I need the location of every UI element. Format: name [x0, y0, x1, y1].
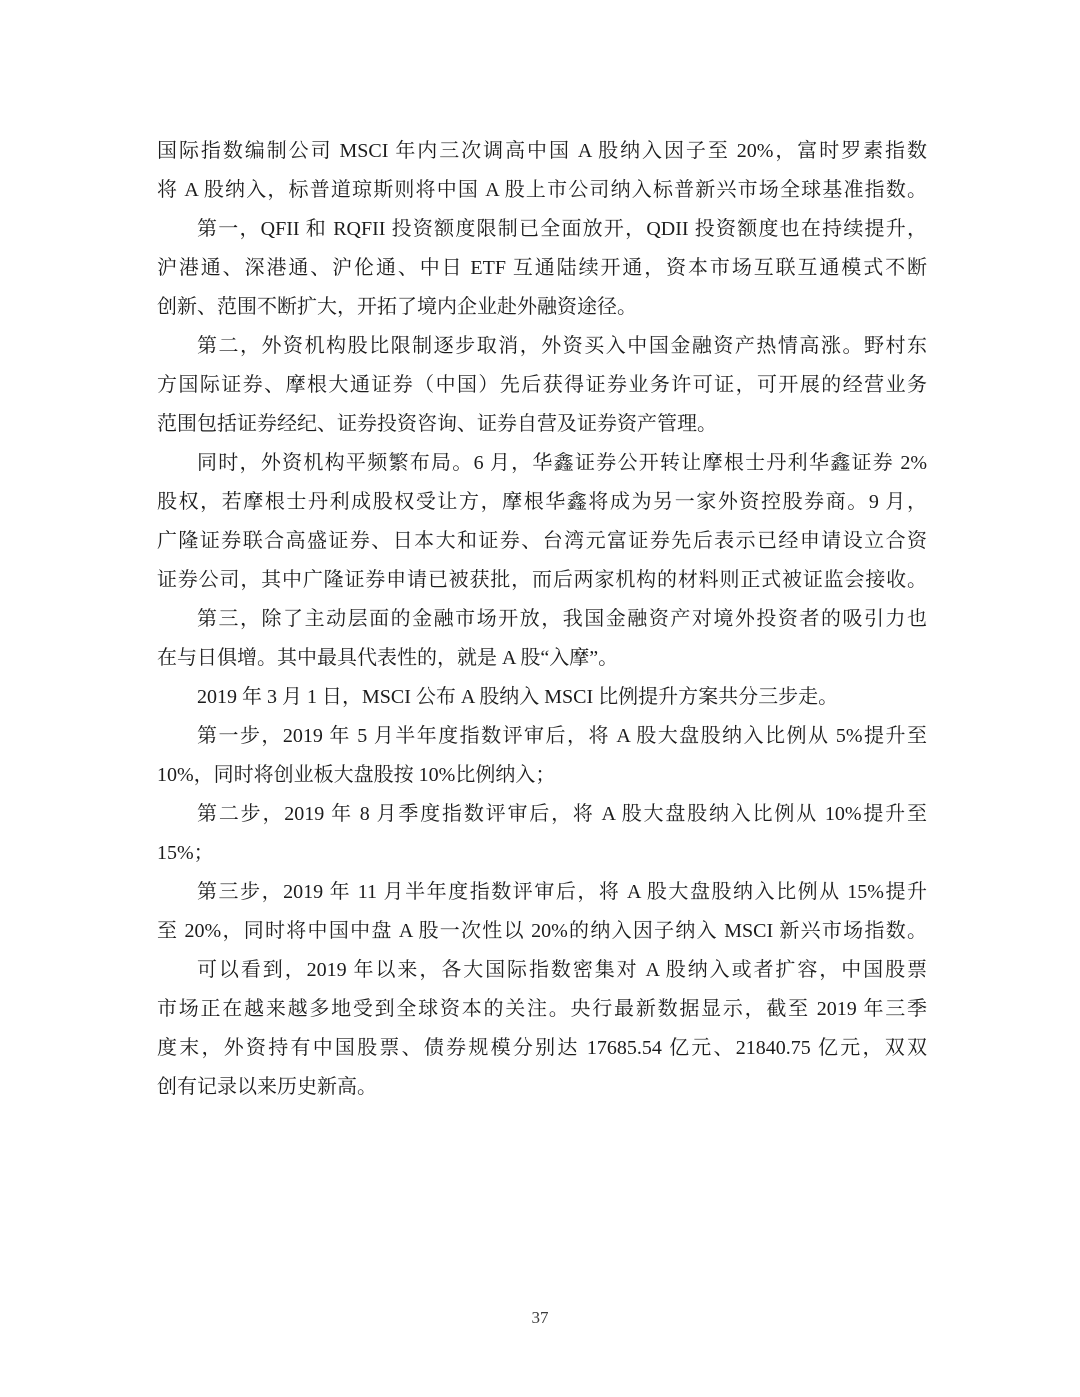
text-line: 将 A 股纳入，标普道琼斯则将中国 A 股上市公司纳入标普新兴市场全球基准指数。 — [157, 179, 927, 201]
text-line: 度末，外资持有中国股票、债券规模分别达 17685.54 亿元、21840.75 亿元，双双 — [157, 1037, 927, 1059]
text-line: 证券公司，其中广隆证券申请已被获批，而后两家机构的材料则正式被证监会接收。 — [157, 569, 927, 591]
text-line: 创新、范围不断扩大，开拓了境内企业赴外融资途径。 — [157, 296, 637, 318]
text-line: 国际指数编制公司 MSCI 年内三次调高中国 A 股纳入因子至 20%，富时罗素指数 — [157, 140, 927, 162]
text-line: 第三，除了主动层面的金融市场开放，我国金融资产对境外投资者的吸引力也 — [197, 608, 927, 630]
text-line: 市场正在越来越多地受到全球资本的关注。央行最新数据显示，截至 2019 年三季 — [157, 998, 927, 1020]
text-line: 沪港通、深港通、沪伦通、中日 ETF 互通陆续开通，资本市场互联互通模式不断 — [157, 257, 927, 279]
text-line: 10%，同时将创业板大盘股按 10%比例纳入； — [157, 764, 556, 786]
page-number: 37 — [531, 1308, 549, 1327]
text-line: 15%； — [157, 842, 214, 864]
text-line: 在与日俱增。其中最具代表性的，就是 A 股“入摩”。 — [157, 647, 619, 669]
text-line: 第二步，2019 年 8 月季度指数评审后，将 A 股大盘股纳入比例从 10%提升至 — [197, 803, 927, 825]
text-line: 方国际证券、摩根大通证券（中国）先后获得证券业务许可证，可开展的经营业务 — [157, 374, 927, 396]
body-text — [157, 132, 927, 1107]
text-line: 股权，若摩根士丹利成股权受让方，摩根华鑫将成为另一家外资控股券商。9 月， — [157, 491, 927, 513]
text-line: 2019 年 3 月 1 日，MSCI 公布 A 股纳入 MSCI 比例提升方案共分三步走。 — [197, 686, 839, 708]
text-line: 第三步，2019 年 11 月半年度指数评审后，将 A 股大盘股纳入比例从 15%提升 — [197, 881, 927, 903]
text-line: 范围包括证券经纪、证券投资咨询、证券自营及证券资产管理。 — [157, 413, 717, 435]
text-line: 第二，外资机构股比限制逐步取消，外资买入中国金融资产热情高涨。野村东 — [197, 335, 927, 357]
text-line: 广隆证券联合高盛证券、日本大和证券、台湾元富证券先后表示已经申请设立合资 — [157, 530, 927, 552]
text-line: 至 20%，同时将中国中盘 A 股一次性以 20%的纳入因子纳入 MSCI 新兴市场指数。 — [157, 920, 927, 942]
text-line: 第一步，2019 年 5 月半年度指数评审后，将 A 股大盘股纳入比例从 5%提升至 — [197, 725, 927, 747]
text-line: 创有记录以来历史新高。 — [157, 1076, 377, 1098]
text-line: 可以看到，2019 年以来，各大国际指数密集对 A 股纳入或者扩容，中国股票 — [197, 959, 927, 981]
text-line: 同时，外资机构平频繁布局。6 月，华鑫证券公开转让摩根士丹利华鑫证券 2% — [197, 452, 927, 474]
text-line: 第一，QFII 和 RQFII 投资额度限制已全面放开，QDII 投资额度也在持续提升， — [197, 218, 927, 240]
